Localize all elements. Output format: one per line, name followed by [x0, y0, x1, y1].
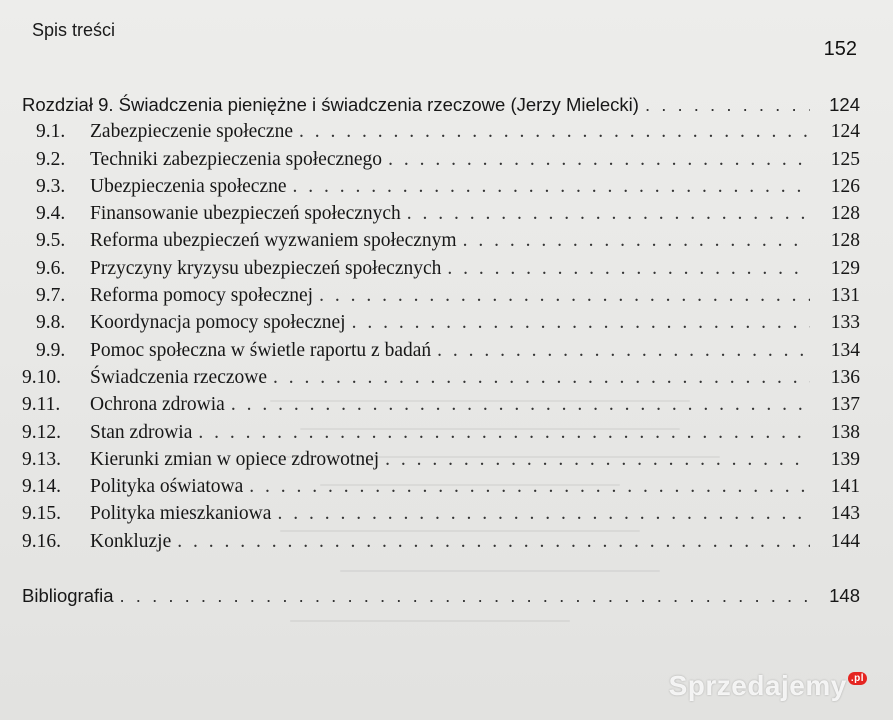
- entry-title: Polityka oświatowa: [90, 476, 244, 498]
- entry-number: 9.5.: [36, 230, 66, 252]
- entry-page: 125: [830, 148, 860, 170]
- bibliography-page: 148: [829, 585, 860, 607]
- entry-page: 133: [830, 312, 860, 334]
- toc-entry: [22, 340, 860, 367]
- dot-leader: [385, 449, 810, 471]
- entry-title: Zabezpieczenie społeczne: [90, 121, 293, 143]
- entry-title: Techniki zabezpieczenia społecznego: [90, 148, 383, 170]
- entry-title: Reforma pomocy społecznej: [90, 285, 314, 307]
- entry-page: 128: [830, 230, 860, 252]
- watermark-logo: [669, 670, 867, 702]
- bibliography-row: [22, 585, 860, 612]
- entry-number: 9.2.: [36, 148, 66, 170]
- section-header: Spis treści: [32, 20, 116, 40]
- entry-number: 9.11.: [22, 394, 61, 416]
- dot-leader: [463, 230, 810, 252]
- entry-title: Reforma ubezpieczeń wyzwaniem społecznym: [90, 230, 457, 252]
- entry-page: 124: [830, 121, 860, 143]
- watermark-text: Sprzedajemy: [668, 670, 847, 701]
- entry-page: 138: [830, 421, 860, 443]
- toc-entry: [22, 394, 860, 421]
- entry-page: 137: [830, 394, 860, 416]
- entry-number: 9.16.: [22, 530, 61, 552]
- entry-number: 9.14.: [22, 476, 61, 498]
- toc-entry: [22, 176, 860, 203]
- dot-leader: [447, 258, 810, 280]
- chapter-title: Rozdział 9. Świadczenia pieniężne i świadczenia rzeczowe (Jerzy Mielecki): [22, 94, 639, 115]
- entry-title: Przyczyny kryzysu ubezpieczeń społecznych: [90, 257, 442, 279]
- entry-page: 126: [830, 175, 860, 197]
- entry-title: Polityka mieszkaniowa: [90, 503, 272, 525]
- entry-number: 9.4.: [36, 203, 66, 225]
- dot-leader: [407, 203, 810, 225]
- toc-entry: [22, 149, 860, 176]
- entry-page: 129: [830, 257, 860, 279]
- entry-title: Koordynacja pomocy społecznej: [90, 312, 346, 334]
- section-gap: [22, 558, 860, 585]
- toc-entry: [22, 203, 860, 230]
- entry-number: 9.8.: [36, 312, 66, 334]
- dot-leader: [198, 422, 810, 444]
- toc-entry: [22, 476, 860, 503]
- dot-leader: [120, 585, 810, 607]
- entry-number: 9.1.: [36, 121, 66, 143]
- entry-page: 134: [830, 339, 860, 361]
- entry-title: Ochrona zdrowia: [90, 394, 225, 416]
- entry-title: Stan zdrowia: [90, 421, 193, 443]
- toc-entry: [22, 503, 860, 530]
- toc-entry: [22, 531, 860, 558]
- watermark-badge: .pl: [848, 672, 867, 685]
- entry-title: Pomoc społeczna w świetle raportu z badań: [90, 339, 432, 361]
- entry-page: 144: [830, 530, 860, 552]
- entry-title: Finansowanie ubezpieczeń społecznych: [90, 203, 401, 225]
- entry-page: 139: [830, 448, 860, 470]
- dot-leader: [293, 176, 810, 198]
- dot-leader: [249, 476, 810, 498]
- entry-page: 136: [830, 366, 860, 388]
- dot-leader: [352, 312, 810, 334]
- page-number: 152: [823, 38, 857, 60]
- toc-entry: [22, 422, 860, 449]
- entry-page: 128: [830, 203, 860, 225]
- entry-title: Kierunki zmian w opiece zdrowotnej: [90, 448, 380, 470]
- entry-number: 9.12.: [22, 421, 61, 443]
- dot-leader: [437, 340, 810, 362]
- entry-number: 9.13.: [22, 448, 61, 470]
- dot-leader: [645, 94, 810, 116]
- dot-leader: [319, 285, 810, 307]
- dot-leader: [231, 394, 810, 416]
- toc-entry: [22, 367, 860, 394]
- entry-title: Ubezpieczenia społeczne: [90, 175, 287, 197]
- chapter-row: [22, 94, 860, 121]
- table-of-contents: [22, 94, 860, 612]
- entry-number: 9.15.: [22, 503, 61, 525]
- dot-leader: [277, 503, 810, 525]
- entry-number: 9.10.: [22, 366, 61, 388]
- toc-entry: [22, 285, 860, 312]
- entry-title: Świadczenia rzeczowe: [90, 366, 268, 388]
- toc-entry: [22, 121, 860, 148]
- entry-page: 131: [830, 285, 860, 307]
- toc-entry: [22, 230, 860, 257]
- toc-entry: [22, 312, 860, 339]
- dot-leader: [299, 121, 810, 143]
- entry-number: 9.9.: [36, 339, 66, 361]
- chapter-page: 124: [829, 94, 860, 115]
- entry-page: 141: [830, 476, 860, 498]
- entry-number: 9.6.: [36, 257, 66, 279]
- dot-leader: [177, 531, 810, 553]
- toc-entry: [22, 449, 860, 476]
- entry-title: Konkluzje: [90, 530, 172, 552]
- bibliography-title: Bibliografia: [22, 585, 114, 607]
- dot-leader: [388, 149, 810, 171]
- toc-entry: [22, 258, 860, 285]
- entry-page: 143: [830, 503, 860, 525]
- dot-leader: [273, 367, 810, 389]
- entry-number: 9.3.: [36, 175, 66, 197]
- entry-number: 9.7.: [36, 285, 66, 307]
